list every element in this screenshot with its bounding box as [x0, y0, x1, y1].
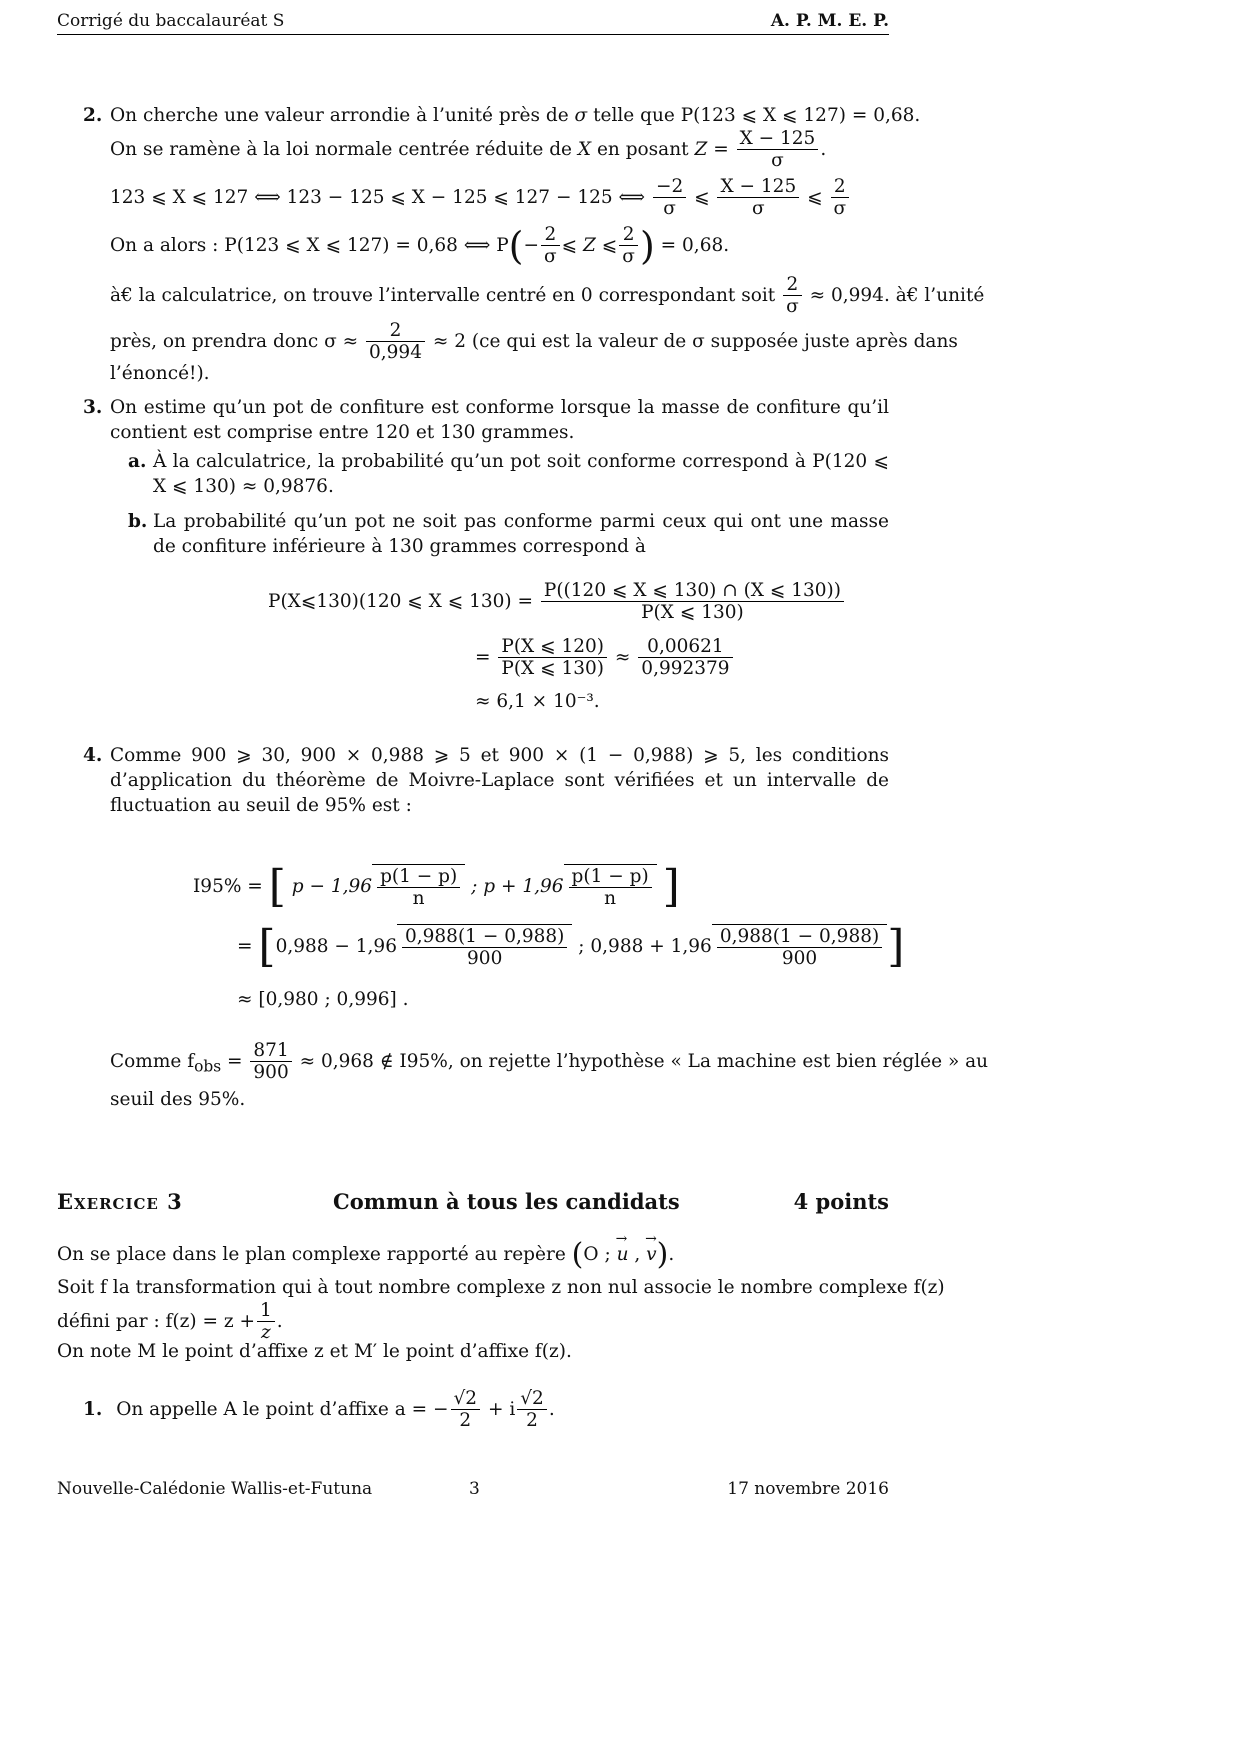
ex3-question-1: 1. On appelle A le point d’affixe a = − $\frac{√2}{2}$ + i $\frac{√2}{2}$ . — [83, 1388, 555, 1432]
q3-text: On estime qu’un pot de confiture est conforme lorsque la masse de confiture qu’il contient est comprise entre 120 et 130 grammes. — [110, 397, 889, 443]
exercise-points: 4 points — [793, 1189, 889, 1214]
q4-conclusion-end: seuil des 95%. — [110, 1089, 246, 1110]
page-number: 3 — [469, 1479, 480, 1499]
header-left: Corrigé du baccalauréat S — [57, 11, 285, 31]
q2-line-3: 123 ⩽ X ⩽ 127 ⟺ 123 − 125 ⩽ X − 125 ⩽ 127 − 125 ⟺ $\frac{-2}{\sigma}$ ⩽ $\frac{X - 125}{\sigma}$ ⩽ $\frac{2}{\sigma}$ — [110, 176, 889, 220]
q2-line-6: près, on prendra donc σ ≈ $\frac{2}{0,994}$ ≈ 2 (ce qui est la valeur de σ supposée juste après dans — [110, 320, 958, 364]
question-number: 4. — [83, 745, 103, 766]
q2-line-4: On a alors : P(123 ⩽ X ⩽ 127) = 0,68 ⟺ P(− $\frac{2}{\sigma}$ ⩽ Z ⩽ $\frac{2}{\sigma}$ ) = 0,68. — [110, 223, 730, 268]
q2-line-5: à€ la calculatrice, on trouve l’intervalle centré en 0 correspondant soit $\frac{2}{\sigma}$ ≈ 0,994. à€ l’unité — [110, 274, 985, 318]
ex3-p4: On note M le point d’affixe z et M′ le point d’affixe f(z). — [57, 1341, 572, 1362]
eq-lhs: P(X⩽130)(120 ⩽ X ⩽ 130) = — [268, 590, 533, 612]
exercise-subtitle: Commun à tous les candidats — [333, 1189, 680, 1214]
q2-line-2: On se ramène à la loi normale centrée réduite de X en posant Z = $\frac{X - 125}{\sigma}$ . — [110, 128, 827, 172]
footer-date: 17 novembre 2016 — [727, 1479, 889, 1499]
q2-line-1: On cherche une valeur arrondie à l’unité près de σ telle que P(123 ⩽ X ⩽ 127) = 0,68. — [110, 105, 921, 126]
page-header — [57, 8, 889, 35]
question-number: 2. — [83, 105, 103, 126]
page-footer — [57, 1478, 889, 1501]
footer-left: Nouvelle-Calédonie Wallis-et-Futuna — [57, 1479, 373, 1499]
ex3-p2: Soit f la transformation qui à tout nombre complexe z non nul associe le nombre complexe f(z) — [57, 1277, 945, 1298]
q4-conclusion: Comme $f_{obs}$ = $\frac{871}{900}$ ≈ 0,968 ∉ I95%, on rejette l’hypothèse « La machine est bien réglée » au — [110, 1040, 989, 1084]
ex3-p1: On se place dans le plan complexe rapporté au repère (O ; → u , → v). — [57, 1240, 674, 1270]
ex3-p3: défini par : f(z) = z + $\frac{1}{z}$ . — [57, 1300, 283, 1344]
q2-line-7: l’énoncé!). — [110, 363, 210, 384]
header-right: A. P. M. E. P. — [770, 11, 889, 31]
exercise-3-heading — [57, 1188, 889, 1216]
q4-text: Comme 900 ⩾ 30, 900 × 0,988 ⩾ 5 et 900 × (1 − 0,988) ⩾ 5, les conditions d’application du théorème de Moivre-Laplace sont vérifiées et un intervalle de fluctuation au seuil de 95% est : — [110, 745, 889, 816]
question-number: 3. — [83, 397, 103, 418]
exercise-title: Exercice 3 — [57, 1189, 183, 1214]
